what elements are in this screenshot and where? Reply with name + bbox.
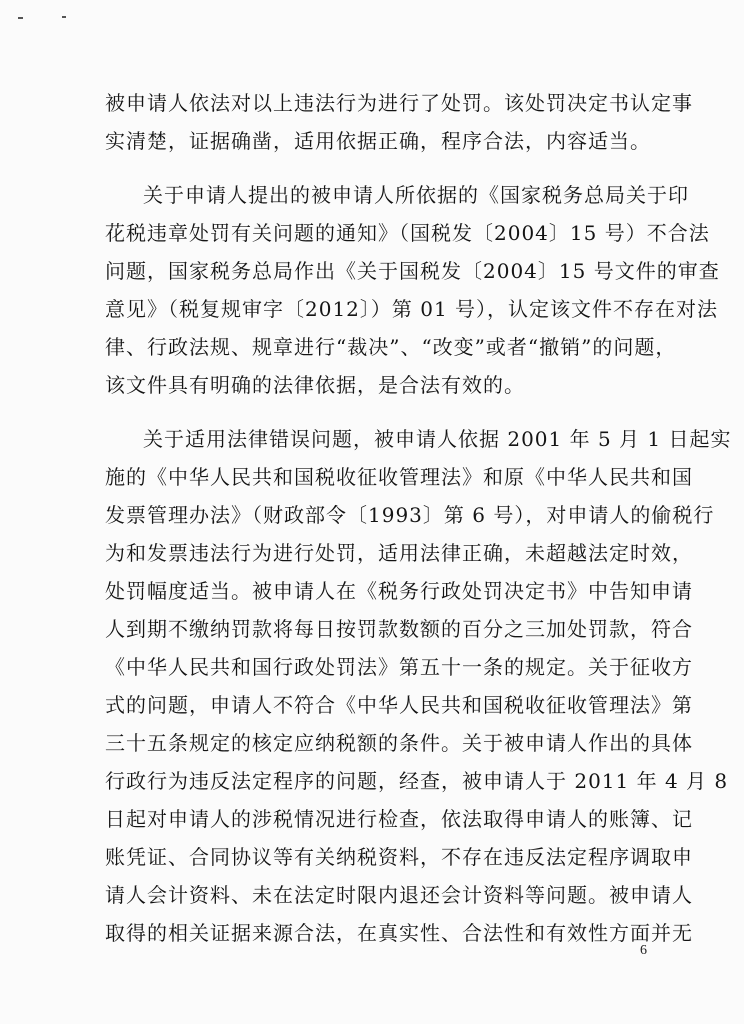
text-line: 为和发票违法行为进行处罚，适用法律正确，未超越法定时效， [105,541,693,565]
text-line: 取得的相关证据来源合法，在真实性、合法性和有效性方面并无 [105,921,693,945]
scan-speck [18,17,23,19]
text-line: 日起对申请人的涉税情况进行检查，依法取得申请人的账簿、记 [105,807,693,831]
text-line: 式的问题，申请人不符合《中华人民共和国税收征收管理法》第 [105,693,693,717]
text-line: 问题，国家税务总局作出《关于国税发〔2004〕15 号文件的审查 [105,259,720,283]
text-line: 账凭证、合同协议等有关纳税资料，不存在违反法定程序调取申 [105,845,693,869]
scan-speck [62,16,66,18]
text-line: 花税违章处罚有关问题的通知》（国税发〔2004〕15 号）不合法 [105,221,710,245]
text-line: 行政行为违反法定程序的问题，经查，被申请人于 2011 年 4 月 8 [105,769,729,793]
text-line: 该文件具有明确的法律依据，是合法有效的。 [105,373,525,397]
text-line: 请人会计资料、未在法定时限内退还会计资料等问题。被申请人 [105,883,693,907]
text-line: 发票管理办法》（财政部令〔1993〕第 6 号），对申请人的偷税行 [105,503,715,527]
page-number: 6 [640,943,647,958]
text-line: 人到期不缴纳罚款将每日按罚款数额的百分之三加处罚款，符合 [105,617,693,641]
text-line: 处罚幅度适当。被申请人在《税务行政处罚决定书》中告知申请 [105,579,693,603]
paragraph-start-line: 关于适用法律错误问题，被申请人依据 2001 年 5 月 1 日起实 [143,427,732,451]
text-line: 实清楚，证据确凿，适用依据正确，程序合法，内容适当。 [105,129,651,153]
text-line: 三十五条规定的核定应纳税额的条件。关于被申请人作出的具体 [105,731,693,755]
text-line: 意见》（税复规审字〔2012〕）第 01 号），认定该文件不存在对法 [105,297,719,321]
text-line: 被申请人依法对以上违法行为进行了处罚。该处罚决定书认定事 [105,91,693,115]
text-line: 律、行政法规、规章进行“裁决”、“改变”或者“撤销”的问题， [105,335,677,359]
paragraph-start-line: 关于申请人提出的被申请人所依据的《国家税务总局关于印 [143,183,689,207]
text-line: 《中华人民共和国行政处罚法》第五十一条的规定。关于征收方 [105,655,693,679]
text-line: 施的《中华人民共和国税收征收管理法》和原《中华人民共和国 [105,465,693,489]
